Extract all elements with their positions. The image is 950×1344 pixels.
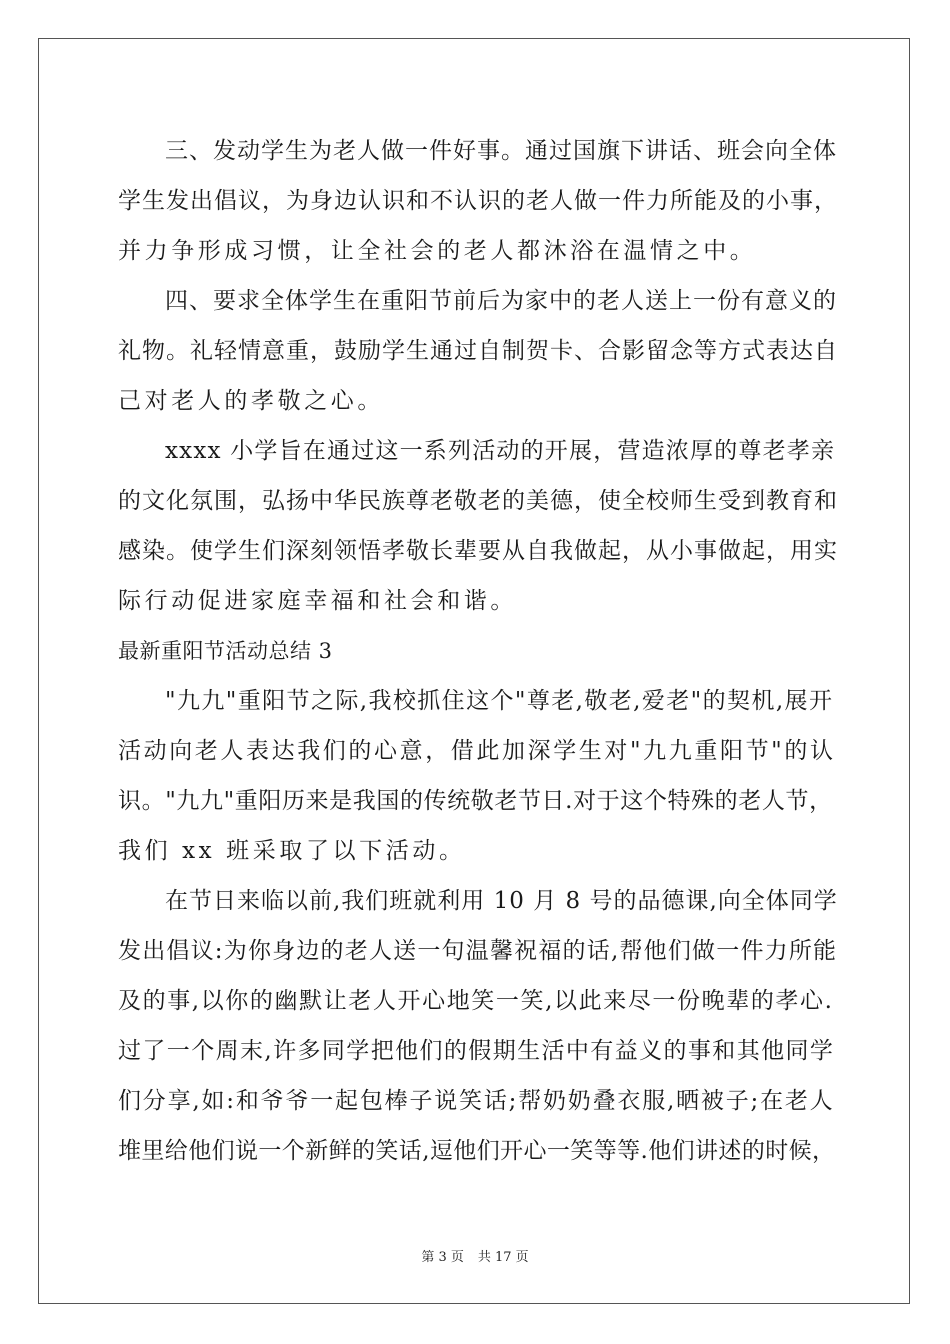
section-heading: 最新重阳节活动总结 3 [118, 639, 333, 663]
text-line: 发出倡议:为你身边的老人送一句温馨祝福的话,帮他们做一件力所能 [118, 938, 838, 964]
text-line: 及的事,以你的幽默让老人开心地笑一笑,以此来尽一份晚辈的孝心. [118, 988, 834, 1014]
text-line: 际行动促进家庭幸福和社会和谐。 [118, 588, 517, 614]
text-line: 己对老人的孝敬之心。 [118, 388, 384, 414]
text-line: 四、要求全体学生在重阳节前后为家中的老人送上一份有意义的 [165, 288, 837, 314]
text-line: 过了一个周末,许多同学把他们的假期生活中有益义的事和其他同学 [118, 1038, 835, 1064]
page-total: 共 17 页 [477, 1250, 529, 1265]
text-line: 礼物。礼轻情意重，鼓励学生通过自制贺卡、合影留念等方式表达自 [118, 338, 838, 364]
text-line: 感染。使学生们深刻领悟孝敬长辈要从自我做起，从小事做起，用实 [118, 538, 838, 564]
page-footer [0, 1246, 950, 1265]
text-line: xxxx 小学旨在通过这一系列活动的开展，营造浓厚的尊老孝亲 [165, 438, 836, 464]
page-number: 第 3 页 [421, 1250, 464, 1265]
document-body [118, 126, 838, 1176]
text-line: 们分享,如:和爷爷一起包棒子说笑话;帮奶奶叠衣服,晒被子;在老人 [118, 1088, 835, 1114]
text-line: 堆里给他们说一个新鲜的笑话,逗他们开心一笑等等.他们讲述的时候， [118, 1138, 836, 1164]
text-line: 学生发出倡议，为身边认识和不认识的老人做一件力所能及的小事， [118, 188, 838, 214]
text-line: 我们 xx 班采取了以下活动。 [118, 838, 466, 864]
text-line: 的文化氛围，弘扬中华民族尊老敬老的美德，使全校师生受到教育和 [118, 488, 838, 514]
text-line: 在节日来临以前,我们班就利用 10 月 8 号的品德课,向全体同学 [165, 888, 838, 914]
text-line: 识。"九九"重阳历来是我国的传统敬老节日.对于这个特殊的老人节， [118, 788, 833, 814]
text-line: 并力争形成习惯，让全社会的老人都沐浴在温情之中。 [118, 238, 757, 264]
text-line: 三、发动学生为老人做一件好事。通过国旗下讲话、班会向全体 [165, 138, 837, 164]
text-line: 活动向老人表达我们的心意，借此加深学生对"九九重阳节"的认 [118, 738, 836, 764]
text-line: "九九"重阳节之际,我校抓住这个"尊老,敬老,爱老"的契机,展开 [165, 688, 834, 714]
